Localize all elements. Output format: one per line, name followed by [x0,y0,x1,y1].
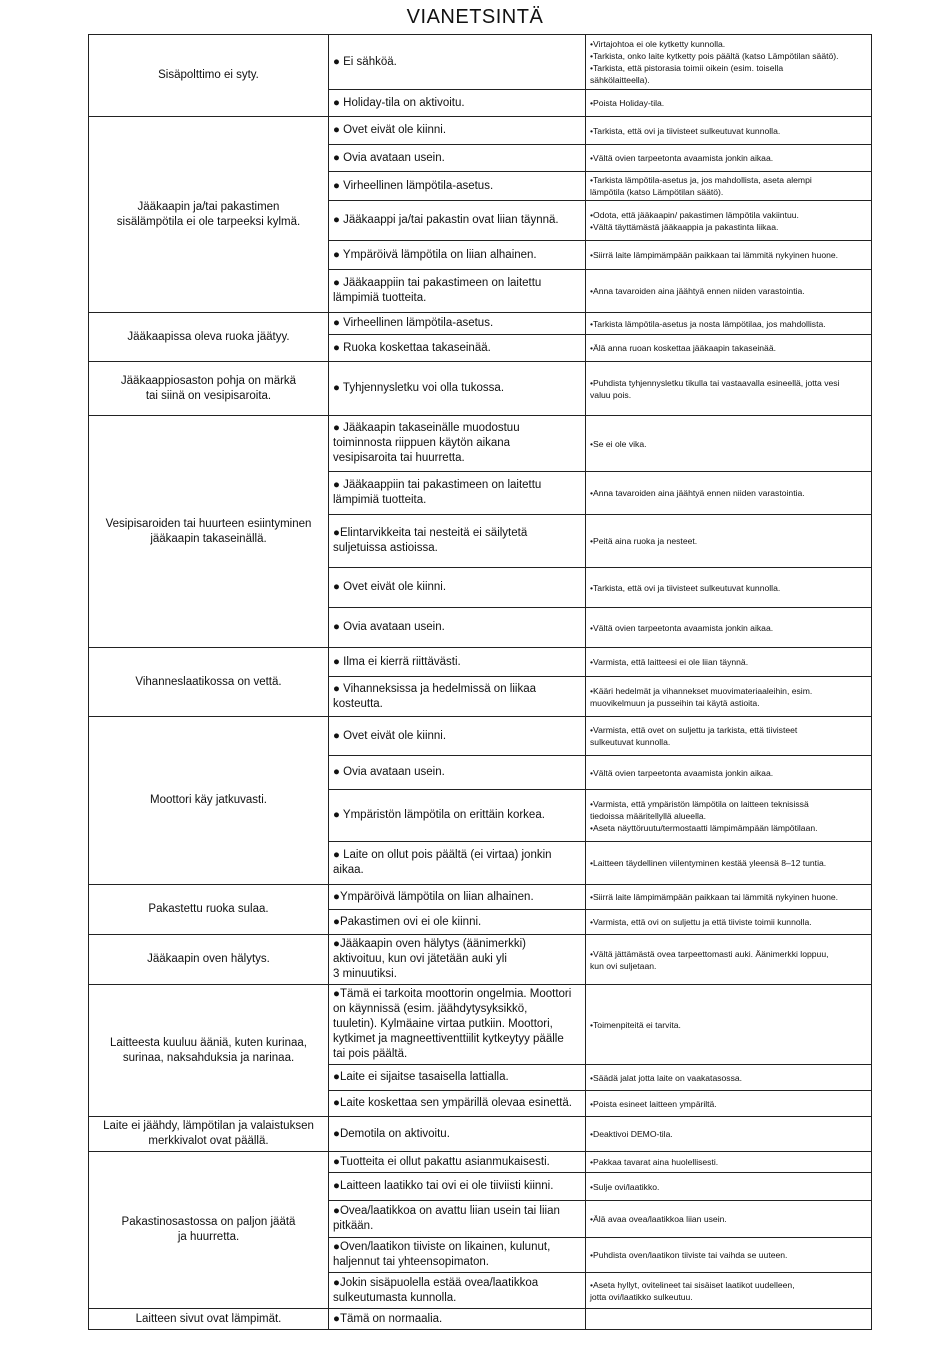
solution-line: •Puhdista oven/laatikon tiiviste tai vaihda se uuteen. [590,1250,788,1260]
solution-line: •Virtajohtoa ei ole kytketty kunnolla. [590,39,726,49]
solution-line: •Tarkista lämpötila-asetus ja nosta lämpötilaa, jos mahdollista. [590,318,826,329]
solution-line: •Poista esineet laitteen ympäriltä. [590,1098,717,1109]
table-row [89,1117,872,1152]
solution-cell [586,1065,872,1091]
cause-cell: ● Ovia avataan usein. [329,756,586,790]
solution-cell [586,241,872,270]
table-row [89,1309,872,1330]
solution-cell [586,717,872,756]
solution-line: •Deaktivoi DEMO-tila. [590,1129,673,1139]
solution-cell [586,885,872,910]
cause-cell: ● Holiday-tila on aktivoitu. [329,90,586,117]
solution-cell [586,608,872,648]
cause-cell: ●Jokin sisäpuolella estää ovea/laatikkoa sulkeutumasta kunnolla. [329,1273,586,1309]
table-row [89,885,872,910]
solution-cell [586,1238,872,1273]
cause-cell: ●Elintarvikkeita tai nesteitä ei säilytetä suljetuissa astioissa. [329,515,586,568]
cause-cell: ●Tämä ei tarkoita moottorin ongelmia. Moottori on käynnissä (esim. jäähdytysyksikkö, tuuletin). Kylmäaine virtaa putkiin. Moottori, kytkimet ja magneettiventtiilit kytkeytyy päälle tai pois päältä. [329,985,586,1065]
cause-cell: ●Laitteen laatikko tai ovi ei ole tiiviisti kiinni. [329,1173,586,1201]
solution-cell [586,90,872,117]
solution-line: •Anna tavaroiden aina jäähtyä ennen niiden varastointia. [590,286,805,296]
solution-line: •Älä anna ruoan koskettaa jääkaapin takaseinää. [590,343,776,353]
solution-line: •Varmista, että ympäristön lämpötila on laitteen teknisissä tiedoissa määritellyllä alueella. [590,798,809,821]
solution-cell [586,201,872,241]
solution-cell [586,1173,872,1201]
cause-cell: ●Tuotteita ei ollut pakattu asianmukaisesti. [329,1152,586,1173]
table-row [89,416,872,472]
cause-cell: ● Virheellinen lämpötila-asetus. [329,313,586,335]
cause-cell: ●Jääkaapin oven hälytys (äänimerkki) aktivoituu, kun ovi jätetään auki yli 3 minuutiksi. [329,935,586,985]
solution-line: •Varmista, että ovi on suljettu ja että tiiviste toimii kunnolla. [590,917,812,927]
solution-cell [586,117,872,145]
solution-cell [586,362,872,416]
solution-line: •Sulje ovi/laatikko. [590,1181,660,1192]
troubleshooting-table [88,34,872,1330]
cause-cell: ●Demotila on aktivoitu. [329,1117,586,1152]
solution-line: •Odota, että jääkaapin/ pakastimen lämpötila vakiintuu. [590,209,799,220]
solution-line: •Vältä ovien tarpeetonta avaamista jonkin aikaa. [590,767,774,778]
table-row [89,935,872,985]
cause-cell: ● Ympäristön lämpötila on erittäin korkea. [329,790,586,842]
cause-cell: ● Ovet eivät ole kiinni. [329,717,586,756]
solution-cell [586,270,872,313]
solution-line: •Laitteen täydellinen viilentyminen kestää yleensä 8–12 tuntia. [590,858,827,868]
solution-cell [586,1201,872,1238]
cause-cell: ● Jääkaappi ja/tai pakastin ovat liian täynnä. [329,201,586,241]
table-row [89,35,872,90]
solution-line: •Tarkista, että ovi ja tiivisteet sulkeutuvat kunnolla. [590,582,781,593]
cause-cell: ●Laite ei sijaitse tasaisella lattialla. [329,1065,586,1091]
cause-cell: ●Pakastimen ovi ei ole kiinni. [329,910,586,935]
cause-cell: ●Tämä on normaalia. [329,1309,586,1330]
solution-line: •Tarkista, että ovi ja tiivisteet sulkeutuvat kunnolla. [590,125,781,136]
problem-cell: Jääkaappiosaston pohja on märkä tai siinä on vesipisaroita. [89,362,329,416]
solution-cell [586,677,872,717]
solution-line: •Tarkista lämpötila-asetus ja, jos mahdollista, aseta alempi lämpötila (katso Lämpötilan säätö). [590,175,812,197]
solution-cell [586,1091,872,1117]
cause-cell: ● Virheellinen lämpötila-asetus. [329,172,586,201]
problem-cell: Jääkaapin oven hälytys. [89,935,329,985]
solution-cell [586,648,872,677]
solution-line: •Kääri hedelmät ja vihannekset muovimateriaaleihin, esim. muovikelmuun ja pusseihin tai käytä astioita. [590,685,813,708]
solution-cell [586,1273,872,1309]
solution-line: •Poista Holiday-tila. [590,98,665,108]
solution-cell [586,756,872,790]
solution-line: •Vältä jättämästä ovea tarpeettomasti auki. Äänimerkki loppuu, kun ovi suljetaan. [590,948,829,971]
solution-cell [586,145,872,172]
cause-cell: ● Laite on ollut pois päältä (ei virtaa) jonkin aikaa. [329,842,586,885]
solution-cell [586,1152,872,1173]
solution-line: •Aseta näyttöruutu/termostaatti lämpimämpään lämpötilaan. [590,822,818,833]
solution-cell [586,985,872,1065]
solution-cell [586,472,872,515]
table-row [89,313,872,335]
problem-cell: Laite ei jäähdy, lämpötilan ja valaistuksen merkkivalot ovat päällä. [89,1117,329,1152]
cause-cell: ● Ympäröivä lämpötila on liian alhainen. [329,241,586,270]
solution-line: •Toimenpiteitä ei tarvita. [590,1019,681,1030]
problem-cell: Jääkaapissa oleva ruoka jäätyy. [89,313,329,362]
solution-cell [586,568,872,608]
cause-cell: ● Ovet eivät ole kiinni. [329,117,586,145]
cause-cell: ●Laite koskettaa sen ympärillä olevaa esinettä. [329,1091,586,1117]
solution-line: •Vältä ovien tarpeetonta avaamista jonkin aikaa. [590,622,774,633]
cause-cell: ● Tyhjennysletku voi olla tukossa. [329,362,586,416]
cause-cell: ●Ympäröivä lämpötila on liian alhainen. [329,885,586,910]
problem-cell: Pakastettu ruoka sulaa. [89,885,329,935]
solution-line: •Tarkista, että pistorasia toimii oikein (esim. toisella sähkölaitteella). [590,63,784,85]
solution-cell [586,172,872,201]
solution-line: •Varmista, että ovet on suljettu ja tarkista, että tiivisteet sulkeutuvat kunnolla. [590,725,798,747]
table-row [89,1152,872,1173]
cause-cell: ● Jääkaappiin tai pakastimeen on laitettu lämpimiä tuotteita. [329,472,586,515]
solution-cell [586,1117,872,1152]
solution-cell [586,515,872,568]
solution-line: •Tarkista, onko laite kytketty pois päältä (katso Lämpötilan säätö). [590,51,839,61]
cause-cell: ● Ruoka koskettaa takaseinää. [329,335,586,362]
solution-cell [586,935,872,985]
solution-line: •Anna tavaroiden aina jäähtyä ennen niiden varastointia. [590,488,805,498]
table-row [89,985,872,1065]
solution-line: •Varmista, että laitteesi ei ole liian täynnä. [590,657,749,667]
problem-cell: Moottori käy jatkuvasti. [89,717,329,885]
solution-cell [586,416,872,472]
table-row [89,648,872,677]
table-row [89,362,872,416]
problem-cell: Jääkaapin ja/tai pakastimen sisälämpötila ei ole tarpeeksi kylmä. [89,117,329,313]
cause-cell: ● Ovet eivät ole kiinni. [329,568,586,608]
table-row [89,117,872,145]
solution-cell [586,1309,872,1330]
cause-cell: ● Jääkaapin takaseinälle muodostuu toiminnosta riippuen käytön aikana vesipisaroita tai huurretta. [329,416,586,472]
problem-cell: Laitteesta kuuluu ääniä, kuten kurinaa, surinaa, naksahduksia ja narinaa. [89,985,329,1117]
solution-cell [586,335,872,362]
problem-cell: Sisäpolttimo ei syty. [89,35,329,117]
cause-cell: ● Vihanneksissa ja hedelmissä on liikaa kosteutta. [329,677,586,717]
cause-cell: ● Ei sähköä. [329,35,586,90]
solution-line: •Se ei ole vika. [590,438,647,449]
table-row [89,717,872,756]
problem-cell: Vesipisaroiden tai huurteen esiintyminen jääkaapin takaseinällä. [89,416,329,648]
solution-line: •Vältä ovien tarpeetonta avaamista jonkin aikaa. [590,153,774,163]
solution-cell [586,313,872,335]
solution-line: •Siirrä laite lämpimämpään paikkaan tai lämmitä nykyinen huone. [590,250,839,260]
solution-line: •Älä avaa ovea/laatikkoa liian usein. [590,1214,727,1224]
solution-line: •Aseta hyllyt, ovitelineet tai sisäiset laatikot uudelleen, jotta ovi/laatikko sulkeutuu. [590,1279,795,1302]
solution-line: •Puhdista tyhjennysletku tikulla tai vastaavalla esineellä, jotta vesi valuu pois. [590,377,840,400]
solution-line: •Säädä jalat jotta laite on vaakatasossa. [590,1072,743,1083]
solution-cell [586,910,872,935]
solution-line: •Vältä täyttämästä jääkaappia ja pakastinta liikaa. [590,221,779,232]
cause-cell: ● Ovia avataan usein. [329,145,586,172]
solution-line: •Peitä aina ruoka ja nesteet. [590,536,698,546]
solution-cell [586,842,872,885]
cause-cell: ●Ovea/laatikkoa on avattu liian usein tai liian pitkään. [329,1201,586,1238]
cause-cell: ●Oven/laatikon tiiviste on likainen, kulunut, haljennut tai yhteensopimaton. [329,1238,586,1273]
solution-line: •Siirrä laite lämpimämpään paikkaan tai lämmitä nykyinen huone. [590,892,839,902]
problem-cell: Pakastinosastossa on paljon jäätä ja huurretta. [89,1152,329,1309]
solution-line: •Pakkaa tavarat aina huolellisesti. [590,1157,719,1167]
solution-cell [586,790,872,842]
problem-cell: Laitteen sivut ovat lämpimät. [89,1309,329,1330]
cause-cell: ● Jääkaappiin tai pakastimeen on laitettu lämpimiä tuotteita. [329,270,586,313]
solution-cell [586,35,872,90]
cause-cell: ● Ovia avataan usein. [329,608,586,648]
problem-cell: Vihanneslaatikossa on vettä. [89,648,329,717]
cause-cell: ● Ilma ei kierrä riittävästi. [329,648,586,677]
page-title: VIANETSINTÄ [406,6,544,28]
